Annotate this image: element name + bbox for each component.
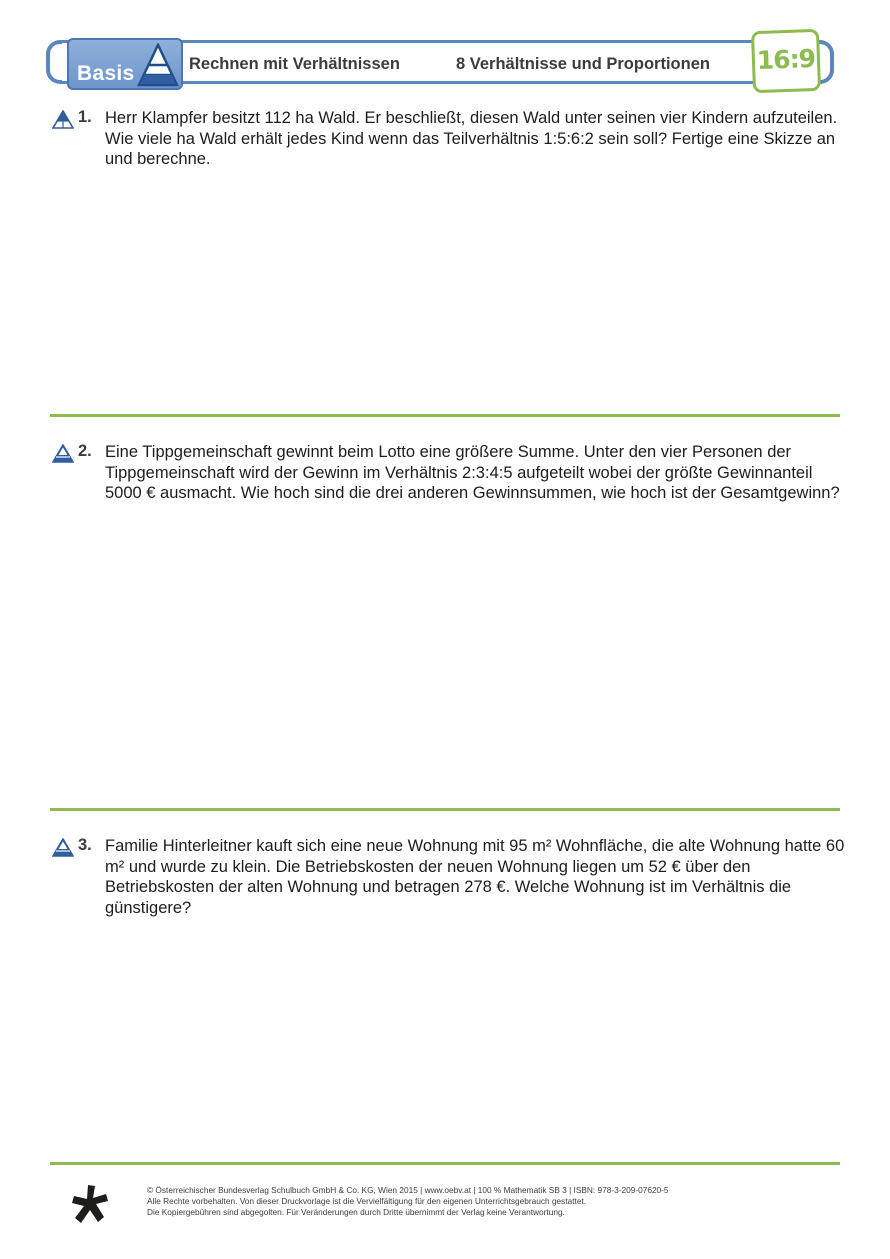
- task-number: 3.: [78, 836, 92, 854]
- pyramid-icon: [137, 43, 179, 87]
- header-chapter: 8 Verhältnisse und Proportionen: [456, 55, 710, 73]
- pyramid-level-2-icon: [52, 838, 74, 857]
- ratio-badge-label: 16:9: [756, 43, 816, 76]
- footer-line-1: © Österreichischer Bundesverlag Schulbuch GmbH & Co. KG, Wien 2015 | www.oebv.at | 100 % Mathematik SB 3 | ISBN: 978-3-209-07620-5: [147, 1185, 669, 1195]
- footer-line-2: Alle Rechte vorbehalten. Von dieser Druckvorlage ist die Vervielfältigung für den eigenen Unterrichtsgebrauch gestattet.: [147, 1196, 587, 1206]
- task-text: Familie Hinterleitner kauft sich eine neue Wohnung mit 95 m² Wohnfläche, die alte Wohnung hatte 60 m² und wurde zu klein. Die Betriebskosten der neuen Wohnung liegen um 52 € über den Betriebskosten der alten Wohnung und betragen 278 €. Welche Wohnung ist im Verhältnis die günstigere?: [105, 837, 845, 917]
- section-divider: [50, 414, 840, 417]
- task-number: 1.: [78, 108, 92, 126]
- task-text: Herr Klampfer besitzt 112 ha Wald. Er beschließt, diesen Wald unter seinen vier Kindern aufzuteilen. Wie viele ha Wald erhält jedes Kind wenn das Teilverhältnis 1:5:6:2 sein soll? Fertige eine Skizze an und berechne.: [105, 109, 838, 168]
- task-number: 2.: [78, 442, 92, 460]
- pyramid-level-1-icon: [52, 110, 74, 129]
- header-bracket-left: [46, 40, 62, 84]
- section-divider: [50, 808, 840, 811]
- footer-copyright: [147, 1185, 837, 1218]
- footer-line-3: Die Kopiergebühren sind abgegolten. Für Veränderungen durch Dritte übernimmt der Verlag keine Verantwortung.: [147, 1207, 565, 1217]
- publisher-logo-icon: [70, 1183, 112, 1225]
- page-header: [0, 0, 890, 100]
- pyramid-level-2-icon: [52, 444, 74, 463]
- task-text: Eine Tippgemeinschaft gewinnt beim Lotto eine größere Summe. Unter den vier Personen der Tippgemeinschaft wird der Gewinn im Verhältnis 2:3:4:5 aufgeteilt wobei der größte Gewinnanteil 5000 € ausmacht. Wie hoch sind die drei anderen Gewinnsummen, wie hoch ist der Gesamtgewinn?: [105, 443, 840, 502]
- footer-divider: [50, 1162, 840, 1165]
- basis-level-badge: [67, 38, 183, 90]
- header-title: Rechnen mit Verhältnissen: [189, 55, 400, 73]
- basis-label: Basis: [77, 62, 135, 85]
- ratio-badge: [751, 29, 821, 93]
